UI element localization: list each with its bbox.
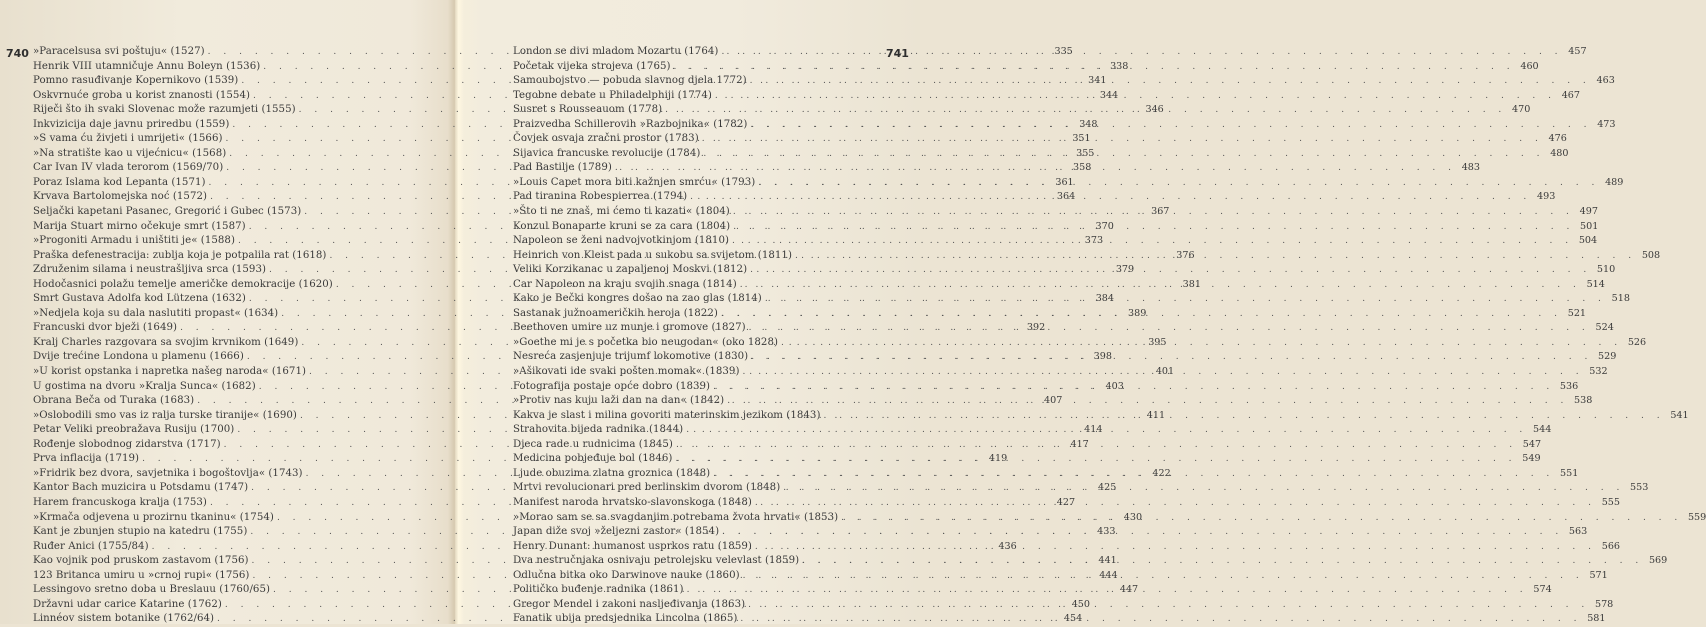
- dot-leader: [721, 307, 1562, 322]
- toc-entry-title: Državni udar carice Katarine (1762): [33, 598, 222, 610]
- toc-entry-page: 335: [1054, 46, 1073, 57]
- toc-entry-page: 514: [1586, 278, 1605, 290]
- dot-leader: [713, 467, 1554, 482]
- dot-leader: [824, 409, 1665, 424]
- toc-entry-title: Kao vojnik pod pruskom zastavom (1756): [33, 555, 249, 567]
- toc-entry-title: Dvije trećine Londona u plamenu (1666): [33, 351, 244, 363]
- toc-entry-page: 430: [1123, 511, 1143, 523]
- dot-leader: [750, 118, 1591, 133]
- dot-leader: [750, 263, 1591, 278]
- toc-entry-page: 563: [1568, 526, 1588, 538]
- toc-entry-page: 379: [1115, 264, 1135, 276]
- toc-entry-title: Pomno rasuđivanje Kopernikovo (1539): [33, 75, 239, 87]
- toc-entry-page: 436: [998, 540, 1017, 552]
- dot-leader: [841, 511, 1682, 526]
- toc-entry-page: 467: [1561, 89, 1581, 101]
- dot-leader: [765, 292, 1606, 307]
- toc-entry-title: »U korist opstanka i napretka našeg naroda« (1671): [33, 366, 307, 378]
- toc-entry-page: 483: [1461, 162, 1481, 174]
- toc-entry-title: »Oslobodili smo vas iz ralja turske tiranije« (1690): [33, 409, 297, 421]
- toc-entry-page: 392: [1026, 322, 1046, 334]
- toc-entry-page: 346: [1145, 104, 1164, 116]
- toc-entry-page: 524: [1595, 322, 1614, 334]
- toc-entry-title: Linnéov sistem botanike (1762/64): [33, 613, 215, 625]
- toc-entry-title: Pad tiranina Robespierrea (1794): [513, 191, 688, 203]
- toc-entry-title: Susret s Rousseauom (1778): [513, 104, 663, 116]
- dot-leader: [755, 540, 1596, 555]
- toc-entry-title: »Progoniti Armadu i uništiti je« (1588): [33, 235, 235, 247]
- dot-leader: [674, 60, 1515, 75]
- toc-entry-title: Oskvrnuće groba u korist znanosti (1554): [33, 89, 251, 101]
- toc-entry-title: Čovjek osvaja zračni prostor (1783): [513, 133, 699, 145]
- toc-entry-page: 355: [1076, 147, 1095, 159]
- toc-entry-page: 559: [1687, 511, 1706, 523]
- toc-entry-title: »Ašikovati ide svaki pošten momak« (1839): [513, 366, 740, 378]
- toc-entry-page: 441: [1098, 555, 1117, 567]
- toc-entry-title: Manifest naroda hrvatsko-slavonskoga (1848): [513, 496, 752, 508]
- toc-entry-page: 529: [1598, 351, 1617, 363]
- toc-entry-page: 551: [1559, 467, 1579, 479]
- toc-entry-title: Napoleon se ženi nadvojvotkinjom (1810): [513, 235, 730, 247]
- toc-entry-title: Kako je Bečki kongres došao na zao glas (1814): [513, 293, 762, 305]
- toc-entry-page: 370: [1095, 220, 1114, 232]
- dot-leader: [675, 452, 1516, 467]
- toc-entry-title: Smrt Gustava Adolfa kod Lützena (1632): [33, 293, 246, 305]
- dot-leader: [733, 220, 1574, 235]
- dot-leader: [740, 278, 1581, 293]
- toc-entry-page: 373: [1084, 235, 1104, 247]
- toc-entry-title: Car Ivan IV vlada terorom (1569/70): [33, 162, 224, 174]
- toc-entry-title: »Protiv nas kuju laži dan na dan« (1842): [513, 395, 725, 407]
- dot-leader: [758, 176, 1599, 191]
- toc-entry-title: Fanatik ubija predsjednika Lincolna (1865): [513, 613, 738, 625]
- toc-entry-title: Lessingovo sretno doba u Breslauu (1760/65): [33, 584, 271, 596]
- toc-entry-page: 361: [1055, 176, 1074, 188]
- toc-entry-title: Dva nestručnjaka osnivaju petrolejsku velevlast (1859): [513, 555, 800, 567]
- toc-entry-page: 389: [1128, 307, 1147, 319]
- toc-entry-page: 403: [1105, 380, 1124, 392]
- toc-entry-page: 344: [1099, 89, 1119, 101]
- toc-entry-title: Odlučna bitka oko Darwinove nauke (1860): [513, 569, 740, 581]
- toc-entry-title: Japan diže svoj »željezni zastor« (1854): [513, 526, 720, 538]
- toc-entry-title: Praška defenestracija: zublja koja je potpalila rat (1618): [33, 249, 327, 261]
- toc-entry-page: 476: [1548, 133, 1567, 145]
- toc-entry-page: 504: [1578, 235, 1598, 247]
- toc-entry-page: 417: [1070, 438, 1089, 450]
- toc-entry-page: 398: [1093, 351, 1112, 363]
- toc-entry-title: Poraz Islama kod Lepanta (1571): [33, 176, 206, 188]
- toc-entry-page: 544: [1533, 424, 1552, 436]
- toc-entry-page: 578: [1594, 598, 1614, 610]
- toc-entry-page: 521: [1567, 307, 1587, 319]
- toc-entry-page: 536: [1559, 380, 1579, 392]
- toc-entry-title: Kantor Bach muzicira u Potsdamu (1747): [33, 482, 249, 494]
- toc-entry-title: »Louis Capet mora biti kažnjen smrću« (1793): [513, 176, 756, 188]
- toc-entry-title: U gostima na dvoru »Kralja Sunca« (1682): [33, 380, 256, 392]
- toc-entry-title: »Nedjela koja su dala naslutiti propast« (1634): [33, 307, 279, 319]
- toc-entry-page: 480: [1550, 147, 1569, 159]
- toc-entry-title: Inkvizicija daje javnu priredbu (1559): [33, 118, 230, 130]
- dot-leader: [615, 161, 1456, 176]
- toc-entry-page: 447: [1119, 584, 1139, 596]
- toc-entry-title: Marija Stuart mirno očekuje smrt (1587): [33, 220, 246, 232]
- toc-entry-title: Obrana Beča od Turaka (1683): [33, 395, 195, 407]
- dot-leader: [687, 583, 1528, 598]
- toc-entry-title: »S vama ću živjeti i umrijeti« (1566): [33, 133, 223, 145]
- toc-entry-title: Praizvedba Schillerovih »Razbojnika« (1782): [513, 118, 748, 130]
- toc-entry-title: Kant je zbunjen stupio na katedru (1755): [33, 526, 248, 538]
- toc-entry-page: 427: [1056, 496, 1076, 508]
- toc-entry-page: 450: [1071, 598, 1090, 610]
- toc-entry-title: Car Napoleon na kraju svojih snaga (1814): [513, 278, 737, 290]
- toc-entry-title: Tegobne debate u Philadelphiji (1774): [513, 89, 712, 101]
- dot-leader: [676, 438, 1517, 453]
- toc-entry-page: 549: [1522, 453, 1541, 465]
- toc-entry-page: 425: [1097, 482, 1117, 494]
- toc-entry-title: Sastanak južnoameričkih heroja (1822): [513, 307, 718, 319]
- toc-entry-page: 367: [1151, 206, 1170, 218]
- toc-entry-title: Gregor Mendel i zakoni nasljeđivanja (1863): [513, 598, 746, 610]
- toc-entry-title: Petar Veliki preobražava Rusiju (1700): [33, 424, 235, 436]
- toc-entry-page: 444: [1099, 569, 1118, 581]
- toc-entry-page: 395: [1148, 336, 1167, 348]
- toc-entry-title: Prva inflacija (1719): [33, 453, 140, 465]
- toc-entry-title: Medicina pobjeđuje bol (1846): [513, 453, 673, 465]
- dot-leader: [750, 74, 1591, 89]
- toc-entry-page: 381: [1182, 278, 1201, 290]
- toc-entry-page: 581: [1587, 613, 1606, 625]
- toc-entry-page: 470: [1511, 104, 1531, 116]
- dot-leader: [740, 612, 1581, 627]
- toc-entry-title: Mrtvi revolucionari pred berlinskim dvorom (1848): [513, 482, 781, 494]
- toc-entry-title: Ljude obuzima zlatna groznica (1848): [513, 467, 711, 479]
- toc-entry-page: 364: [1056, 191, 1076, 203]
- toc-entry-title: Henry Dunant: humanost usprkos ratu (1859): [513, 540, 752, 552]
- toc-entry-title: »Goethe mi je s početka bio neugodan« (oko 1828): [513, 336, 779, 348]
- toc-entry-page: 508: [1641, 249, 1661, 261]
- toc-entry-title: London se divi mladom Mozartu (1764): [513, 46, 719, 57]
- toc-entry-title: Riječi što ih svaki Slovenac može razumjeti (1555): [33, 104, 296, 116]
- dot-leader: [713, 380, 1554, 395]
- toc-entry-title: 123 Britanca umiru u »crnoj rupi« (1756): [33, 569, 250, 581]
- dot-leader: [795, 249, 1636, 264]
- toc-entry-title: Kakva je slast i milina govoriti materinskim jezikom (1843): [513, 409, 821, 421]
- toc-entry-title: Francuski dvor bježi (1649): [33, 322, 178, 334]
- dot-leader: [686, 423, 1527, 438]
- toc-entry-page: 348: [1079, 118, 1098, 130]
- toc-entry-page: 422: [1152, 467, 1171, 479]
- toc-entry-page: 384: [1095, 293, 1115, 305]
- toc-entry-title: Kralj Charles razgovara sa svojim krvnikom (1649): [33, 336, 299, 348]
- toc-entry-title: Združenim silama i neustrašljiva srca (1593): [33, 264, 267, 276]
- toc-entry-title: »Morao sam se sa svagdanjim potrebama žvota hrvati« (1853): [513, 511, 839, 523]
- toc-entry-page: 419: [988, 453, 1008, 465]
- toc-entry-title: Samoubojstvo — pobuda slavnog djela 1772): [513, 75, 747, 87]
- toc-entry-title: Veliki Korzikanac u zapaljenoj Moskvi (1812): [513, 264, 748, 276]
- toc-entry-page: 473: [1597, 118, 1616, 130]
- toc-entry-page: 493: [1536, 191, 1556, 203]
- toc-entry-page: 518: [1611, 293, 1630, 305]
- dot-leader: [802, 554, 1643, 569]
- toc-entry-title: »Krmača odjevena u prozirnu tkaninu« (1754): [33, 511, 274, 523]
- toc-entry-page: 532: [1589, 366, 1608, 378]
- toc-entry-title: »Fridrik bez dvora, savjetnika i bogoštovlja« (1743): [33, 467, 303, 479]
- toc-entry-page: 538: [1574, 395, 1593, 407]
- left-page-number: 740: [6, 47, 29, 60]
- dot-leader: [665, 103, 1506, 118]
- toc-entry-title: Nesreća zasjenjuje trijumf lokomotive (1830): [513, 351, 749, 363]
- toc-entry-page: 414: [1084, 424, 1103, 436]
- toc-entry-title: Henrik VIII utamničuje Annu Boleyn (1536): [33, 60, 261, 72]
- toc-entry-page: 463: [1596, 75, 1615, 87]
- dot-leader: [727, 394, 1568, 409]
- toc-entry-page: 457: [1568, 46, 1587, 57]
- dot-leader: [715, 89, 1556, 104]
- toc-entry-title: Strahovita bijeda radnika (1844): [513, 424, 684, 436]
- dot-leader: [743, 569, 1584, 584]
- toc-entry-title: Hodočasnici polažu temelje američke demokracije (1620): [33, 278, 333, 290]
- toc-entry-page: 338: [1110, 60, 1129, 72]
- dot-leader: [703, 147, 1544, 162]
- toc-entry-title: Beethoven umire uz munje i gromove (1827): [513, 322, 746, 334]
- toc-entry-title: Harem francuskoga kralja (1753): [33, 496, 207, 508]
- toc-entry-page: 497: [1579, 206, 1598, 218]
- dot-leader: [748, 598, 1589, 613]
- toc-entry-title: »Na stratište kao u vijećnicu« (1568): [33, 147, 227, 159]
- toc-entry-page: 555: [1601, 496, 1621, 508]
- toc-entry-title: Seljački kapetani Pasanec, Gregorić i Gubec (1573): [33, 206, 302, 218]
- toc-entry-title: Krvava Bartolomejska noć (1572): [33, 191, 208, 203]
- dot-leader: [722, 525, 1563, 540]
- right-page-number: 741: [886, 47, 909, 60]
- toc-entry-page: 547: [1522, 438, 1542, 450]
- toc-entry-page: 571: [1589, 569, 1608, 581]
- toc-entry-title: Pad Bastilje (1789): [513, 162, 612, 174]
- dot-leader: [721, 45, 1562, 60]
- toc-entry-page: 407: [1044, 395, 1063, 407]
- dot-leader: [749, 321, 1590, 336]
- toc-entry-title: Konzul Bonaparte kruni se za cara (1804): [513, 220, 731, 232]
- toc-entry-page: 541: [1670, 409, 1689, 421]
- toc-entry-page: 526: [1627, 336, 1647, 348]
- dot-leader: [733, 205, 1574, 220]
- dot-leader: [732, 234, 1573, 249]
- toc-entry-page: 376: [1176, 249, 1195, 261]
- toc-entry-title: »Što ti ne znaš, mi ćemo ti kazati« (1804): [513, 206, 730, 218]
- dot-leader: [783, 481, 1624, 496]
- toc-entry-page: 433: [1097, 526, 1116, 538]
- toc-entry-page: 489: [1605, 176, 1624, 188]
- toc-entry-page: 351: [1072, 133, 1091, 145]
- dot-leader: [781, 336, 1622, 351]
- dot-leader: [755, 496, 1596, 511]
- toc-entry-page: 358: [1073, 162, 1092, 174]
- toc-entry-page: 569: [1648, 555, 1668, 567]
- toc-entry-page: 401: [1155, 366, 1175, 378]
- dot-leader: [742, 365, 1583, 380]
- dot-leader: [751, 350, 1592, 365]
- dot-leader: [690, 190, 1531, 205]
- dot-leader: [702, 132, 1543, 147]
- toc-entry-title: Političko buđenje radnika (1861): [513, 584, 684, 596]
- toc-entry-page: 501: [1580, 220, 1599, 232]
- toc-entry-title: »Paracelsusa svi poštuju« (1527): [33, 46, 205, 57]
- toc-entry-page: 460: [1520, 60, 1539, 72]
- toc-entry-page: 454: [1063, 613, 1083, 625]
- toc-entry-page: 553: [1630, 482, 1649, 494]
- toc-entry-page: 574: [1533, 584, 1552, 596]
- toc-entry-page: 411: [1146, 409, 1166, 421]
- toc-entry-title: Ruđer Anici (1755/84): [33, 540, 149, 552]
- toc-entry-title: Početak vijeka strojeva (1765): [513, 60, 671, 72]
- toc-entry-page: 510: [1596, 264, 1616, 276]
- toc-entry-page: 341: [1088, 75, 1107, 87]
- toc-entry-title: Fotografija postaje opće dobro (1839): [513, 380, 711, 392]
- toc-entry-title: Rođenje slobodnog zidarstva (1717): [33, 438, 221, 450]
- toc-entry-page: 566: [1601, 540, 1621, 552]
- toc-entry-title: Sijavica francuske revolucije (1784): [513, 147, 701, 159]
- toc-entry-title: Heinrich von Kleist pada u sukobu sa svijetom (1811): [513, 249, 792, 261]
- toc-entry-title: Djeca rade u rudnicima (1845): [513, 438, 673, 450]
